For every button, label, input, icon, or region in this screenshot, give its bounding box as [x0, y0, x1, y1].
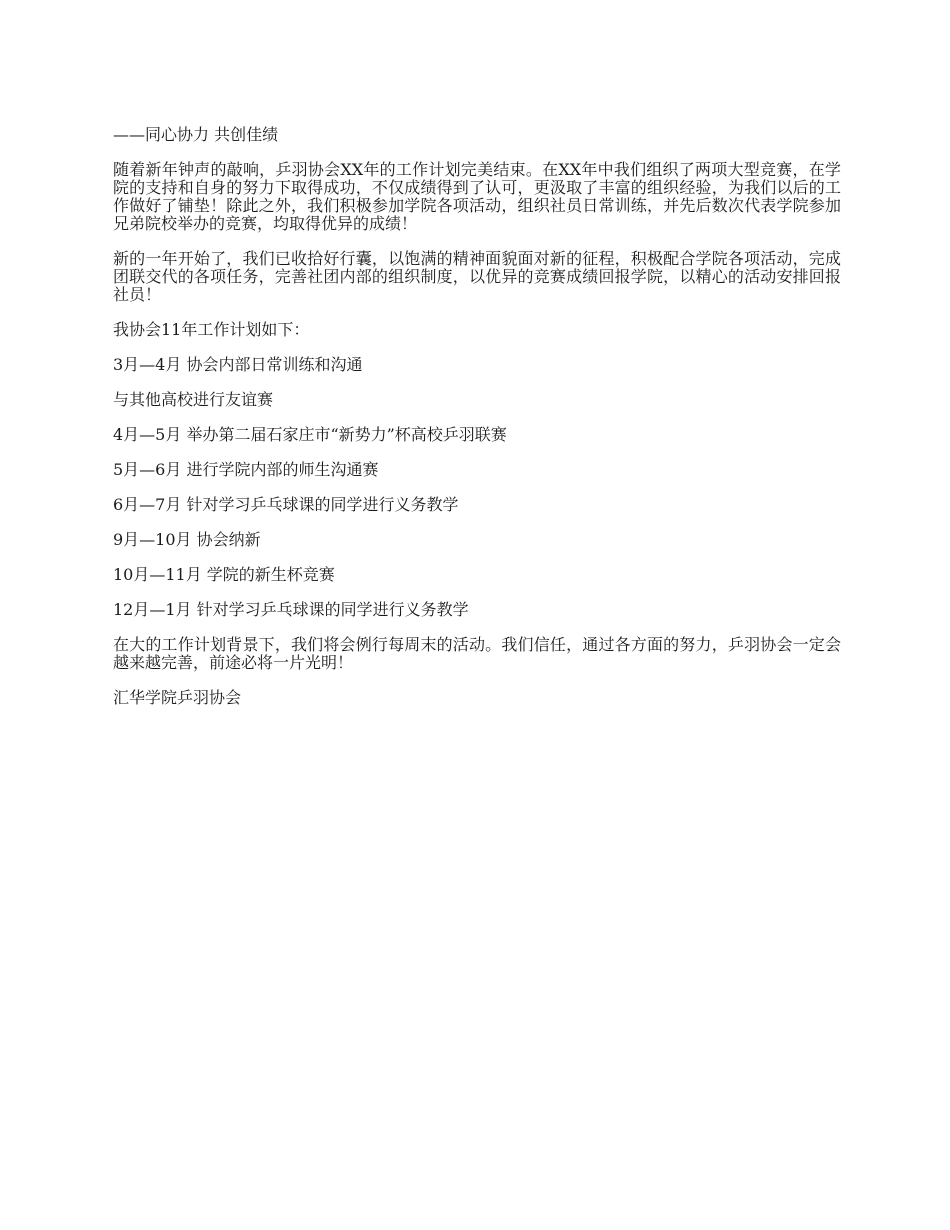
- signature: 汇华学院乒羽协会: [113, 688, 242, 707]
- plan-item: 9月—10月 协会纳新: [113, 530, 261, 549]
- plan-item: 12月—1月 针对学习乒乓球课的同学进行义务教学: [113, 600, 469, 619]
- plan-item: 3月—4月 协会内部日常训练和沟通: [113, 355, 363, 374]
- plan-item: 与其他高校进行友谊赛: [113, 390, 274, 409]
- document-subtitle: ——同心协力 共创佳绩: [113, 125, 279, 144]
- paragraph-new-year: 新的一年开始了，我们已收拾好行囊，以饱满的精神面貌面对新的征程，积极配合学院各项活动，完成团联交代的各项任务，完善社团内部的组织制度，以优异的竞赛成绩回报学院，以精心的活动安排回报社员！: [113, 249, 841, 304]
- paragraph-closing: 在大的工作计划背景下，我们将会例行每周末的活动。我们信任，通过各方面的努力，乒羽协会一定会越来越完善，前途必将一片光明！: [113, 635, 841, 672]
- plan-item: 4月—5月 举办第二届石家庄市“新势力”杯高校乒羽联赛: [113, 425, 507, 444]
- plan-item: 6月—7月 针对学习乒乓球课的同学进行义务教学: [113, 495, 459, 514]
- paragraph-summary: 随着新年钟声的敲响，乒羽协会XX年的工作计划完美结束。在XX年中我们组织了两项大型竞赛，在学院的支持和自身的努力下取得成功，不仅成绩得到了认可，更汲取了丰富的组织经验，为我们以后的工作做好了铺垫！除此之外，我们积极参加学院各项活动，组织社员日常训练，并先后数次代表学院参加兄弟院校举办的竞赛，均取得优异的成绩！: [113, 160, 841, 233]
- plan-item: 10月—11月 学院的新生杯竞赛: [113, 565, 335, 584]
- document-body: [113, 126, 841, 724]
- paragraph-plan-intro: 我协会11年工作计划如下：: [113, 320, 310, 339]
- plan-item: 5月—6月 进行学院内部的师生沟通赛: [113, 460, 379, 479]
